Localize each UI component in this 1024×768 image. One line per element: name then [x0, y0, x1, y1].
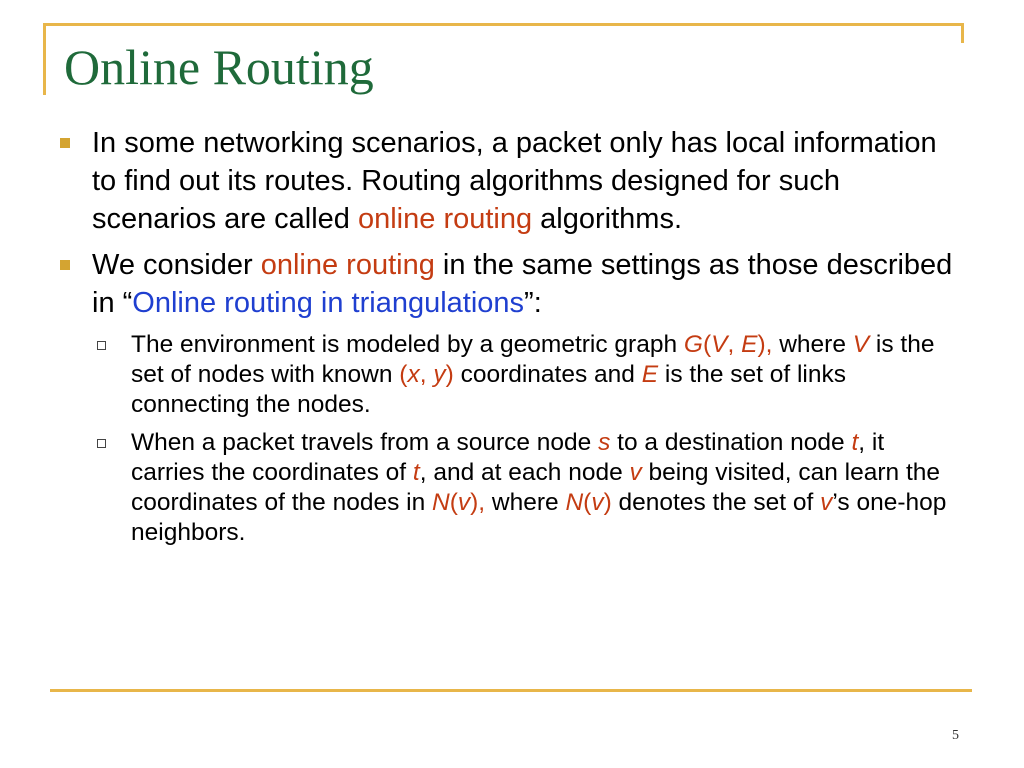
math-s: s	[598, 429, 611, 456]
slide-title: Online Routing	[64, 39, 374, 95]
sub-1-text: The environment is modeled by a geometric graph	[131, 331, 684, 358]
math-t: t	[851, 429, 859, 456]
bullet-2-highlight: online routing	[260, 249, 435, 281]
math-N: N	[565, 489, 584, 516]
math-paren: ),	[470, 489, 486, 516]
math-t: t	[412, 459, 420, 486]
math-paren: ),	[757, 331, 773, 358]
slide-content	[60, 124, 960, 556]
math-v: v	[629, 459, 642, 486]
bullet-1-text-end: algorithms.	[532, 203, 683, 235]
math-G: G	[683, 331, 703, 358]
sub-1-text: is the set of nodes with known	[131, 331, 935, 388]
math-V: V	[711, 331, 728, 358]
sub-2-text: to a destination node	[610, 429, 852, 456]
math-E: E	[741, 331, 758, 358]
sub-2-text: ’s one-hop neighbors.	[131, 489, 947, 546]
sub-1-text: coordinates and	[453, 361, 642, 388]
sub-1-text: where	[772, 331, 853, 358]
sub-2-text: being visited, can learn the coordinates of the nodes in	[131, 459, 941, 516]
square-bullet-icon	[60, 138, 70, 148]
math-paren: (	[449, 489, 458, 516]
math-paren: )	[603, 489, 612, 516]
bullet-1	[60, 124, 960, 238]
sub-2-text: , and at each node	[419, 459, 630, 486]
bullet-2-text-end: ”:	[524, 287, 542, 319]
math-comma: ,	[727, 331, 742, 358]
sub-1-text: is the set of links connecting the nodes.	[131, 361, 846, 418]
bullet-1-text: In some networking scenarios, a packet only has local information to find out its routes. Routing algorithms designed for such scenarios are called	[92, 127, 937, 235]
math-v: v	[591, 489, 604, 516]
right-rule	[961, 23, 964, 43]
math-paren: (	[583, 489, 592, 516]
math-comma: ,	[419, 361, 434, 388]
math-v: v	[457, 489, 471, 516]
bullet-2-text: We consider	[92, 249, 261, 281]
sub-2-text: where	[485, 489, 566, 516]
bottom-rule	[50, 689, 972, 692]
sub-2-text: denotes the set of	[611, 489, 821, 516]
left-rule	[43, 23, 46, 95]
bullet-2	[60, 246, 960, 322]
sub-bullet-2	[131, 428, 951, 548]
square-bullet-icon	[60, 260, 70, 270]
math-V: V	[852, 331, 870, 358]
math-paren: (	[399, 361, 408, 388]
math-N: N	[432, 489, 450, 516]
bullet-1-highlight: online routing	[357, 203, 533, 235]
page-number: 5	[952, 728, 959, 743]
math-y: y	[433, 361, 446, 388]
math-paren: (	[702, 331, 712, 358]
math-v: v	[820, 489, 833, 516]
math-x: x	[407, 361, 420, 388]
top-rule	[43, 23, 964, 26]
sub-2-text: When a packet travels from a source node	[131, 429, 599, 456]
reference-link[interactable]: Online routing in triangulations	[132, 287, 525, 319]
math-E: E	[641, 361, 659, 388]
math-paren: )	[445, 361, 454, 388]
hollow-square-bullet-icon	[97, 439, 106, 448]
hollow-square-bullet-icon	[97, 341, 106, 350]
bullet-2-text-mid: in the same settings as those described in “	[92, 249, 953, 319]
sub-2-text: , it carries the coordinates of	[131, 429, 885, 486]
sub-bullet-1	[131, 330, 951, 420]
